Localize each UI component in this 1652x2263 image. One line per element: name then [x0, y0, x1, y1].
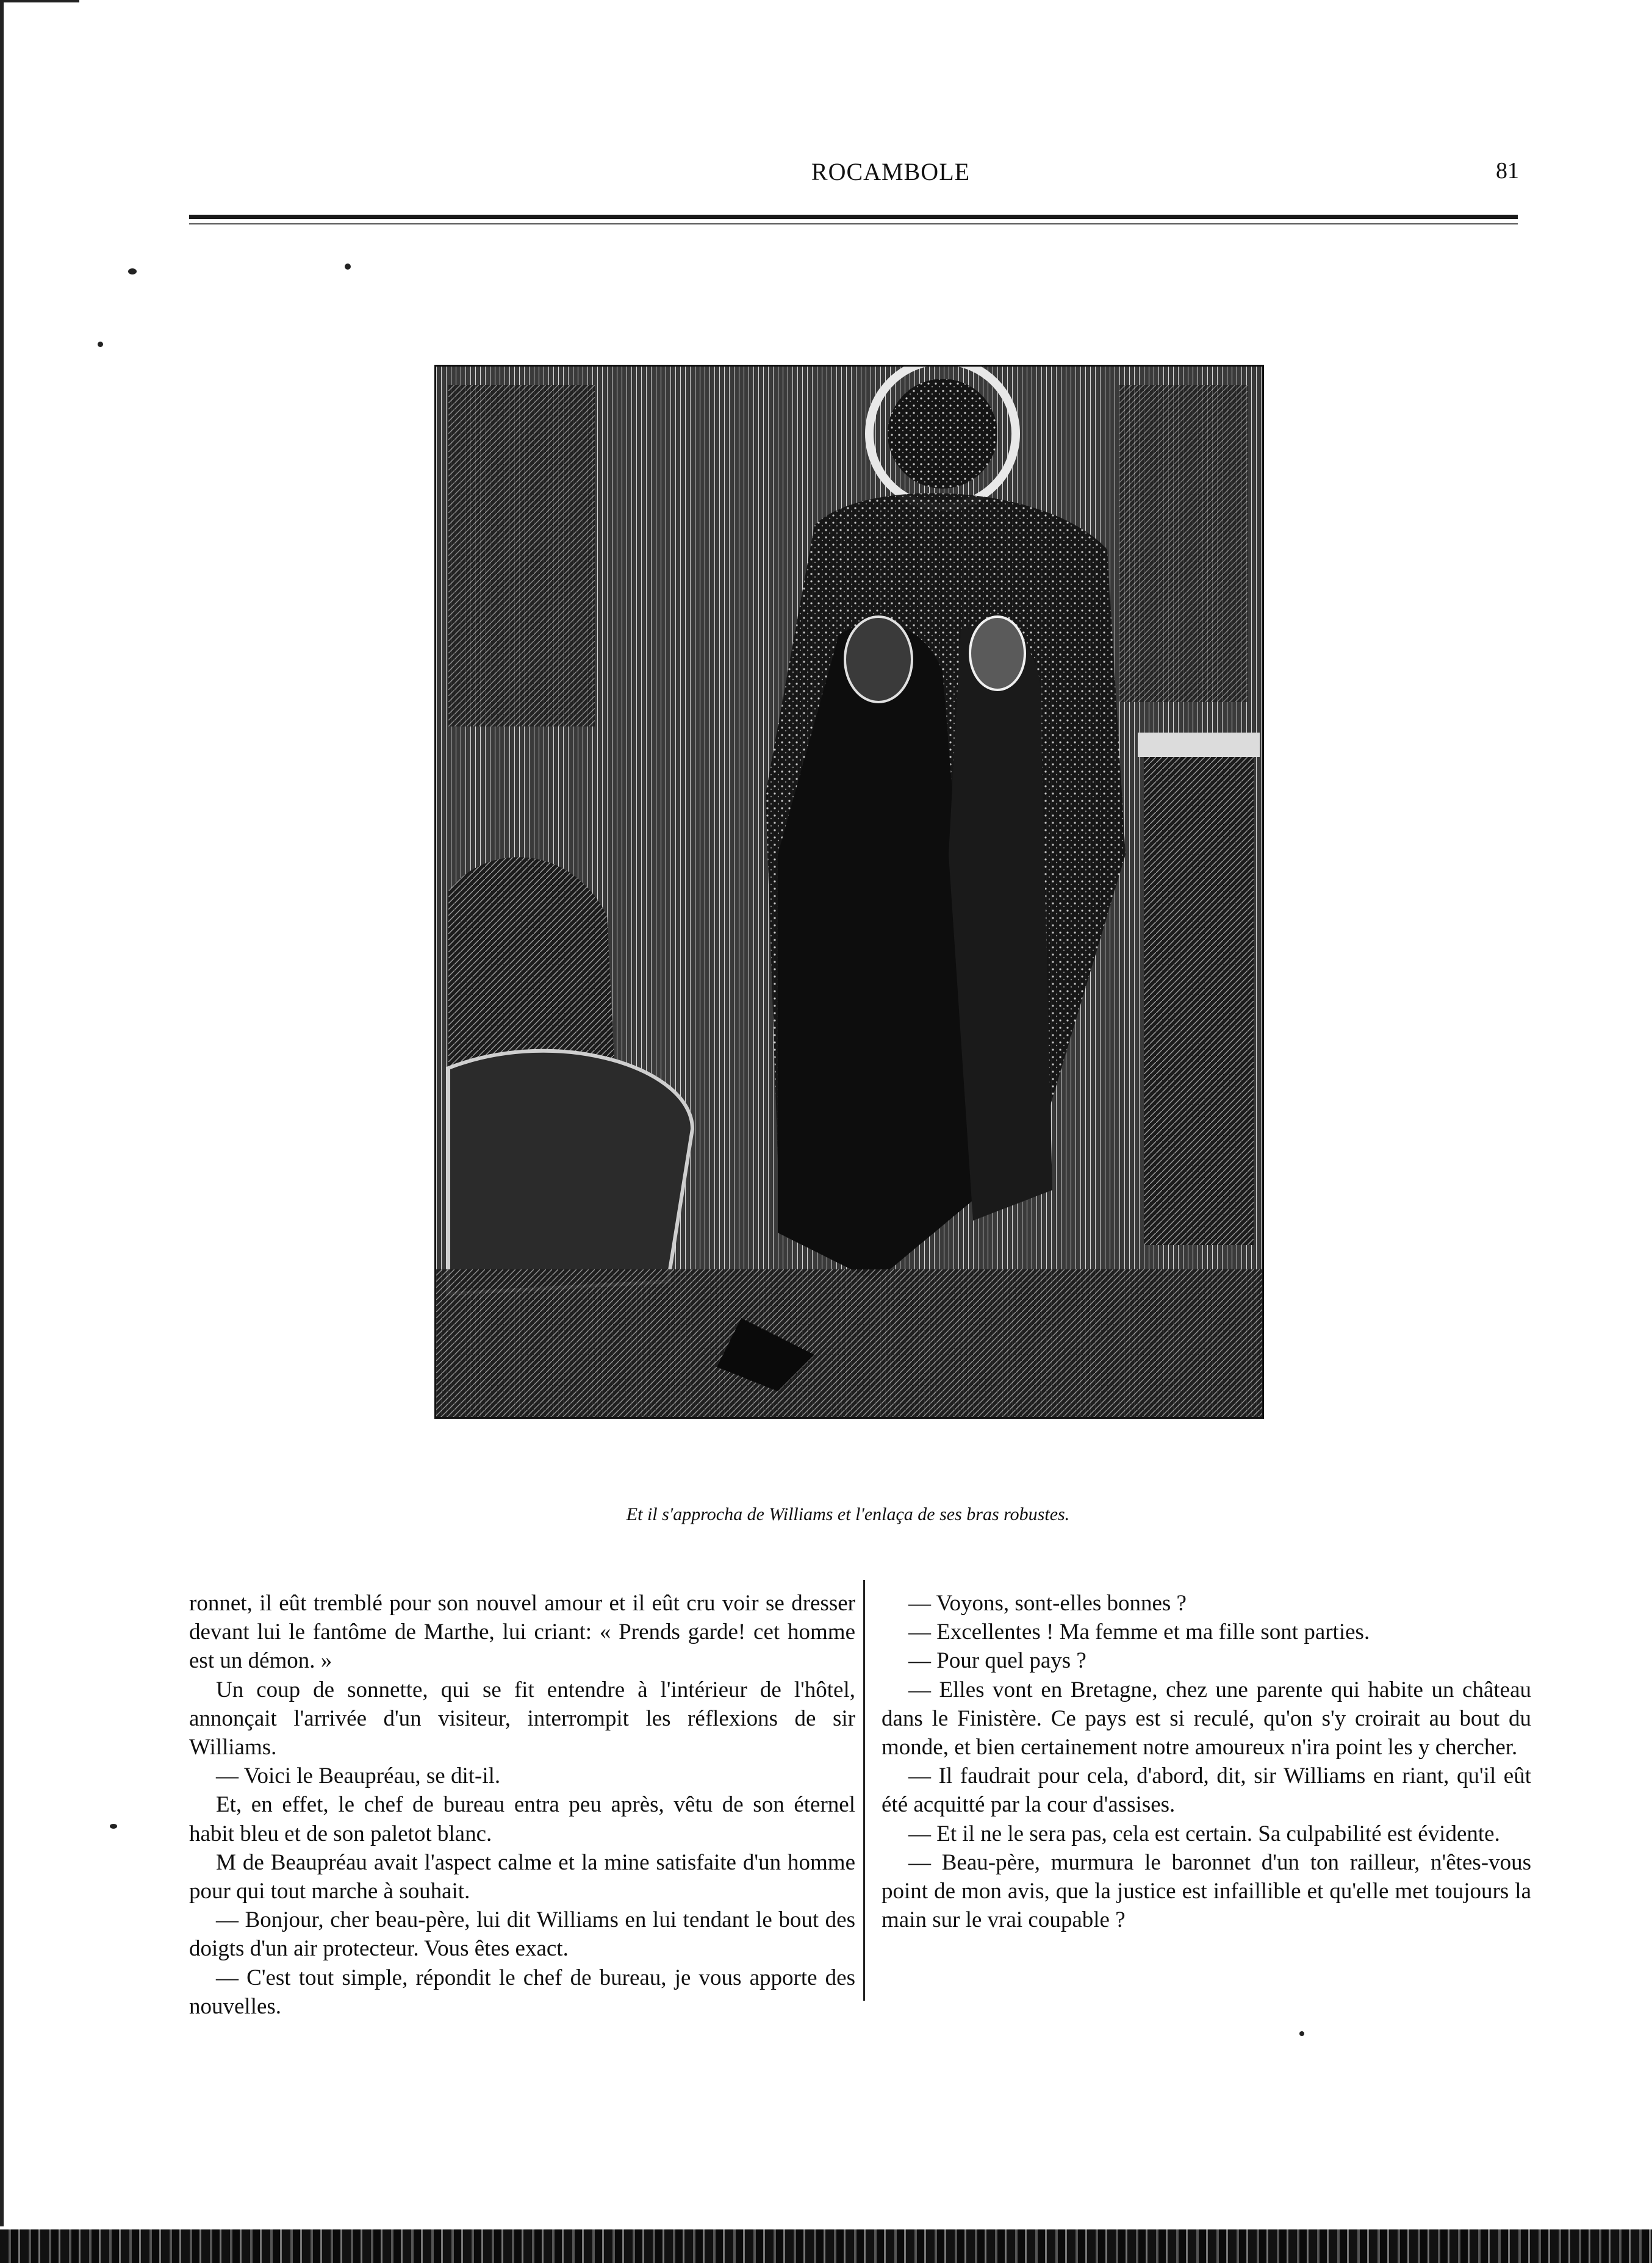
- paragraph: — Pour quel pays ?: [908, 1648, 1086, 1674]
- paragraph: — Excellentes ! Ma femme et ma fille sont parties.: [908, 1619, 1370, 1645]
- illustration-caption: Et il s'approcha de Williams et l'enlaça de ses bras robustes.: [626, 1504, 1070, 1524]
- scan-bottom-edge: [0, 2229, 1652, 2263]
- scan-speck: [345, 264, 351, 270]
- running-title: ROCAMBOLE: [811, 158, 971, 185]
- header-rule-thin: [189, 223, 1518, 224]
- paragraph: — Bonjour, cher beau-père, lui dit Williams en lui tendant le bout des doigts d'un air protecteur. Vous êtes exact.: [189, 1907, 855, 1962]
- paragraph: — Elles vont en Bretagne, chez une parente qui habite un château dans le Finistère. Ce pays est si reculé, qu'on s'y croirait au bout du monde, et bien certainement notre amoureux n'ira point les y chercher.: [882, 1677, 1531, 1760]
- paragraph: Un coup de sonnette, qui se fit entendre à l'intérieur de l'hôtel, annonçait l'arrivée d'un visiteur, interrompit les réflexions de sir Williams.: [189, 1677, 855, 1760]
- paragraph: — Il faudrait pour cela, d'abord, dit, sir Williams en riant, qu'il eût été acquitté par la cour d'assises.: [882, 1763, 1531, 1818]
- paragraph: — Beau-père, murmura le baronnet d'un ton railleur, n'êtes-vous point de mon avis, que la justice est infaillible et qu'elle met toujours la main sur le vrai coupable ?: [882, 1849, 1531, 1933]
- paragraph: M de Beaupréau avait l'aspect calme et la mine satisfaite d'un homme pour qui tout marche à souhait.: [189, 1849, 855, 1904]
- page-edge-left: [0, 0, 4, 2226]
- page-edge-top-mark: [0, 0, 79, 2]
- paragraph: — Et il ne le sera pas, cela est certain. Sa culpabilité est évidente.: [908, 1821, 1500, 1846]
- paragraph: Et, en effet, le chef de bureau entra peu après, vêtu de son éternel habit bleu et de son paletot blanc.: [189, 1792, 855, 1846]
- paragraph: ronnet, il eût tremblé pour son nouvel amour et il eût cru voir se dresser devant lui le fantôme de Marthe, lui criant: « Prends garde! cet homme est un démon. »: [189, 1591, 855, 1674]
- header-rule: [189, 215, 1518, 219]
- scan-speck: [128, 268, 137, 274]
- paragraph: — C'est tout simple, répondit le chef de bureau, je vous apporte des nouvelles.: [189, 1965, 855, 2019]
- text-column-left: [189, 1589, 855, 2021]
- scan-speck: [110, 1824, 117, 1829]
- text-column-right: [882, 1589, 1531, 1934]
- scan-speck: [1299, 2031, 1304, 2036]
- paragraph: — Voici le Beaupréau, se dit-il.: [216, 1763, 501, 1789]
- page-number: 81: [1496, 158, 1519, 184]
- engraving-image: [436, 367, 1262, 1417]
- paragraph: — Voyons, sont-elles bonnes ?: [908, 1591, 1187, 1616]
- engraving-illustration: [434, 365, 1264, 1419]
- scan-speck: [98, 342, 103, 347]
- column-divider: [863, 1580, 865, 2001]
